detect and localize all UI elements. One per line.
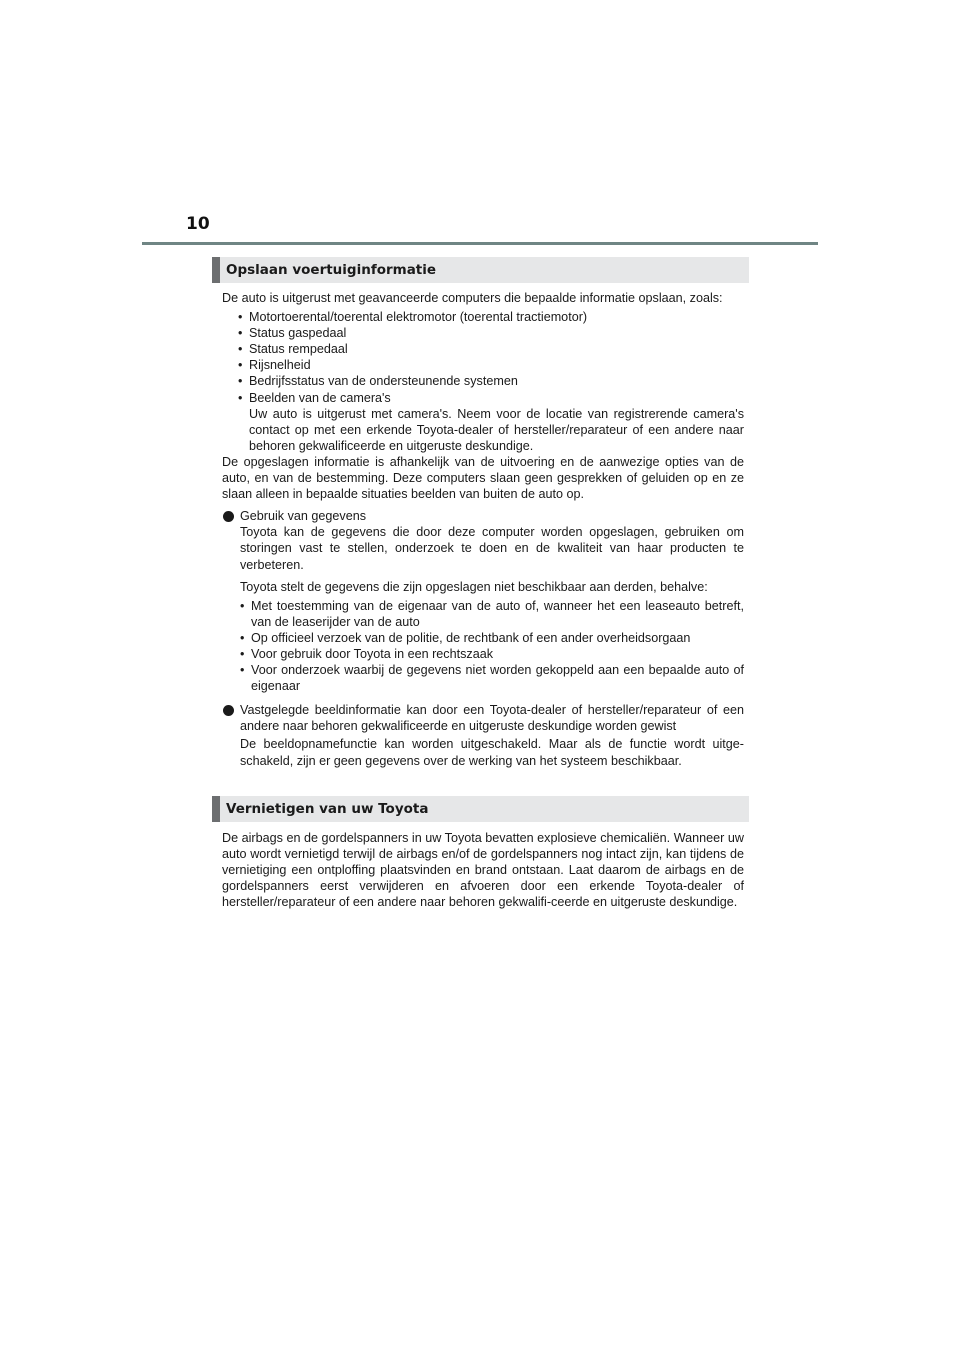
section-header-bar <box>212 257 220 283</box>
outro-paragraph: De opgeslagen informatie is afhankelijk van de uitvoering en de aanwezige opties van de auto, en van de bestemming. Deze computers slaan geen gesprekken of geluiden op en ze slaan alleen in bepaalde situaties beelden van buiten de auto op. <box>222 454 744 502</box>
list-item: • Rijsnelheid <box>238 357 744 373</box>
image-info-text: Vastgelegde beeldinformatie kan door een Toyota-dealer of hersteller/reparateur of een andere naar behoren gekwalificeerde en uitgeruste deskundige worden gewist <box>240 703 744 734</box>
section-body-disposal <box>222 830 744 910</box>
list-item: • Voor onderzoek waarbij de gegevens niet worden gekoppeld aan een bepaalde auto of eigenaar <box>240 662 744 694</box>
stored-info-list <box>222 309 744 454</box>
section-header-storage <box>212 257 749 283</box>
section-header-disposal <box>212 796 749 822</box>
usage-block <box>222 508 744 694</box>
list-item: • Motortoerental/toerental elektromotor (toerental tractiemotor) <box>238 309 744 325</box>
list-item: • Op officieel verzoek van de politie, de rechtbank of een ander overheidsorgaan <box>240 630 744 646</box>
image-info-text: De beeldopnamefunctie kan worden uitgeschakeld. Maar als de functie wordt uitge-schakeld, zijn er geen gegevens over de werking van het systeem beschikbaar. <box>240 737 744 768</box>
bullet-circle-icon <box>223 705 234 716</box>
image-info-block <box>222 702 744 768</box>
section-title: Opslaan voertuiginformatie <box>226 262 437 278</box>
disposal-paragraph: De airbags en de gordelspanners in uw Toyota bevatten explosieve chemicaliën. Wanneer uw auto wordt vernietigd terwijl de airbags en/of de gordelspanners nog intact zijn, kan tijdens de vernietiging een ontploffing plaatsvinden en brand ontstaan. Laat daarom de airbags en de gordelspanners eerst verwijderen en afvoeren door een erkende Toyota-dealer of hersteller/reparateur of een andere naar behoren gekwalifi-ceerde en uitgeruste deskundige. <box>222 831 744 910</box>
usage-text: Toyota kan de gegevens die door deze computer worden opgeslagen, gebruiken om storingen vast te stellen, onderzoek te doen en de kwaliteit van haar producten te verbeteren. <box>240 525 744 572</box>
section-header-bar <box>212 796 220 822</box>
usage-heading: Gebruik van gegevens <box>240 509 367 524</box>
exceptions-list <box>240 598 744 695</box>
list-item: • Voor gebruik door Toyota in een rechtszaak <box>240 646 744 662</box>
list-item: • Beelden van de camera's <box>238 390 744 406</box>
list-item: • Met toestemming van de eigenaar van de auto of, wanneer het een leaseauto betreft, van de leaserijder van de auto <box>240 598 744 630</box>
list-item: • Bedrijfsstatus van de ondersteunende systemen <box>238 373 744 389</box>
intro-paragraph: De auto is uitgerust met geavanceerde computers die bepaalde informatie opslaan, zoals: <box>222 291 723 305</box>
camera-note: Uw auto is uitgerust met camera's. Neem voor de locatie van registrerende camera's contact op met een erkende Toyota-dealer of hersteller/reparateur of een andere naar behoren gekwalificeerde en uitgeruste deskundige. <box>249 406 744 453</box>
header-rule <box>142 242 818 245</box>
section-body-storage <box>222 290 744 769</box>
section-title: Vernietigen van uw Toyota <box>226 801 429 817</box>
list-item: • Status rempedaal <box>238 341 744 357</box>
page-number: 10 <box>186 214 210 234</box>
bullet-circle-icon <box>223 511 234 522</box>
usage-exceptions-intro: Toyota stelt de gegevens die zijn opgeslagen niet beschikbaar aan derden, behalve: <box>240 579 708 594</box>
list-item: • Status gaspedaal <box>238 325 744 341</box>
